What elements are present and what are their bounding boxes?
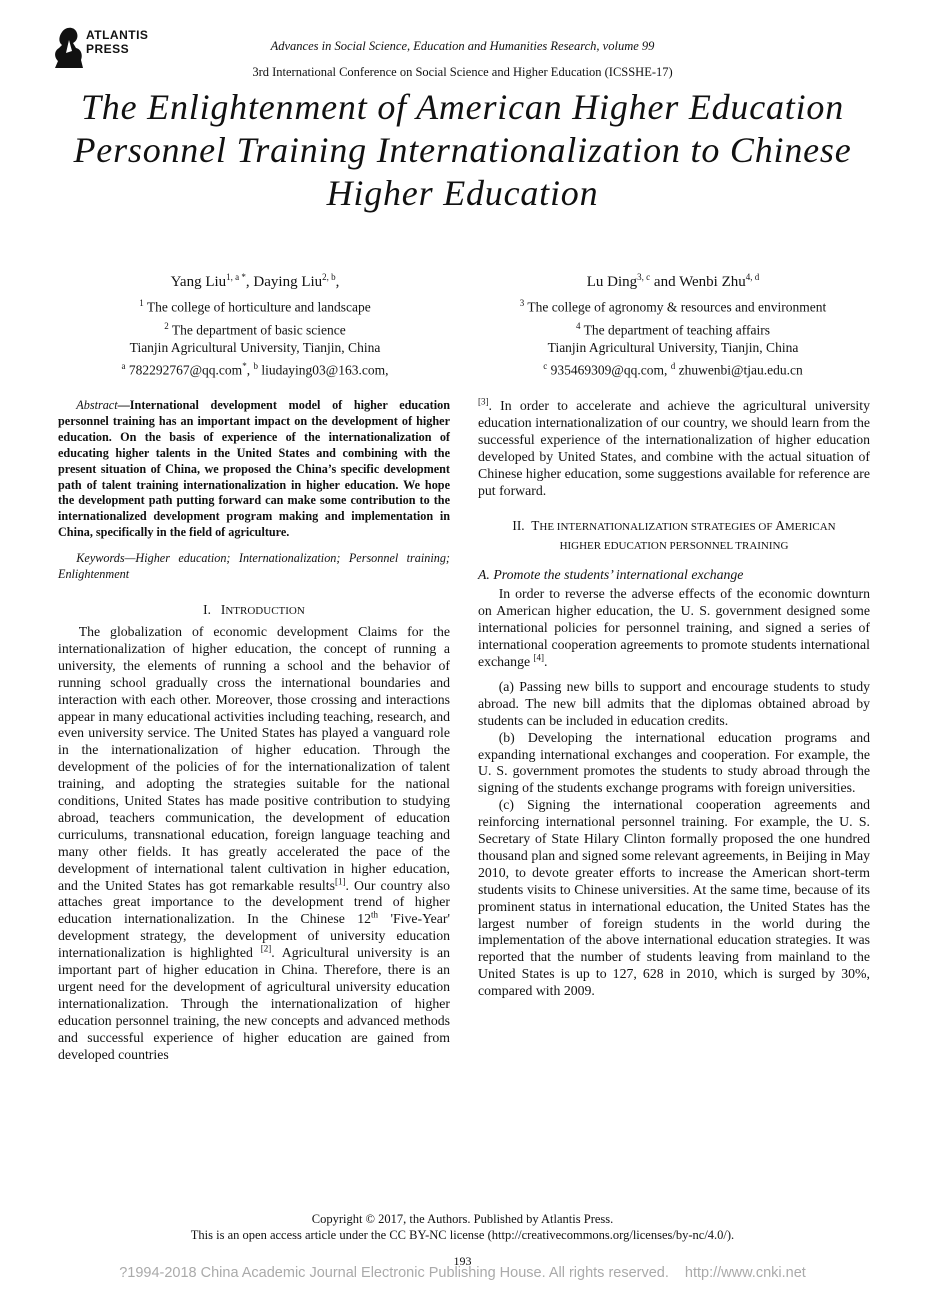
author-names: Lu Ding$^{3, c}$ and Wenbi Zhu$^{4, d}$ [586, 272, 760, 290]
series-line: Advances in Social Science, Education and Humanities Research, volume 99 [270, 39, 655, 53]
cnki-watermark: ?1994-2018 China Academic Journal Electronic Publishing House. All rights reserved. http://www.cnki.net [119, 1265, 806, 1281]
affiliation-1: $^1$ The college of horticulture and landscape [139, 298, 371, 315]
author-block-left [60, 268, 450, 380]
affiliation-3: $^3$ The college of agronomy & resources and environment [519, 298, 827, 315]
publisher-name: ATLANTIS PRESS [86, 28, 149, 56]
conference-line: 3rd International Conference on Social Science and Higher Education (ICSSHE-17) [252, 65, 673, 79]
section-heading-introduction: I. INTRODUCTION [203, 601, 305, 617]
right-column [478, 398, 870, 1000]
section-heading-strategies: II. THE INTERNATIONALIZATION STRATEGIES OF AMERICAN HIGHER EDUCATION PERSONNEL TRAINING [512, 518, 836, 553]
emails: $^a$ 782292767@qq.com*, $^b$ liudaying03@163.com, [121, 361, 389, 378]
cnki-url[interactable]: http://www.cnki.net [684, 1265, 806, 1281]
item-c-paragraph: (c) Signing the international cooperation agreements and reinforcing international personnel training. For example, the U. S. Secretary of State Hilary Clinton formally proposed the one hundred thousand plan and signed some relevant agreements, in Beijing in May 2010, to devote greater efforts to increase the American short-term students visits to Chinese universities. At the same time, because of its prominent status in international education, the United States has the largest number of foreign students in the world during the implementation of the above international education strategies. It was reported that the number of students leaving from mainland to the United States is up to 127, 628 in 2010, which is surged by 30%, compared with 2009. [478, 797, 870, 999]
university: Tianjin Agricultural University, Tianjin, China [129, 340, 381, 355]
license-line: This is an open access article under the CC BY-NC license (http://creativecommons.org/licenses/by-nc/4.0/). [190, 1228, 735, 1242]
university: Tianjin Agricultural University, Tianjin, China [547, 340, 799, 355]
keywords: Keywords—Higher education; Internationalization; Personnel training; Enlightenment [58, 551, 450, 582]
left-column [58, 398, 450, 1064]
author-names: Yang Liu$^{1, a *}$, Daying Liu$^{2, b}$, [170, 272, 340, 290]
subsection-heading-a: A. Promote the students’ international exchange [478, 567, 744, 583]
intro-paragraph: The globalization of economic development Claims for the internationalization of higher education, the concept of running a university, the elements of running a school and the behavior of running school gradually cross the international boundaries and interaction with each other. Moreover, those crossing and interactions appear in many educational activities including teaching, research, and even university service. The United States has played a vanguard role in the internationalization of higher education. Through the development of the policies of for the internationalization of talent training, and adopting the strategies suitable for the national conditions, United States has made positive contribution to studying abroad, teachers communication, the development of education curriculums, transnational education, foreign language teaching and many other fields. It has greatly accelerated the pace of the development of international talent cultivation in higher education, and the United States has got remarkable results[1]. Our country also attaches great importance to the development trend of higher education internationalization. In the Chinese 12th 'Five-Year' development strategy, the development of university education internationalization is highlighted [2]. Agricultural university is an important part of higher education in China. Therefore, there is an urgent need for the development of agricultural university education internationalization. Through the internationalization of higher education personnel training, the new concepts and advanced methods and successful experience of higher education are gained from developed countries [58, 623, 450, 1062]
affiliation-2: $^2$ The department of basic science [164, 320, 346, 337]
page-number: 193 [453, 1254, 472, 1268]
paper-title: The Enlightenment of American Higher Education Personnel Training Internationalization to Chinese Higher Education [73, 87, 852, 213]
emails: $^c$ 935469309@qq.com, $^d$ zhuwenbi@tjau.edu.cn [543, 361, 803, 378]
subsection-a-paragraph: In order to reverse the adverse effects of the economic downturn on American higher education, the U. S. government designed some international policies for personnel training, and signed a series of international cooperation agreements to promote students international exchange [4]. [478, 586, 870, 669]
abstract: Abstract—International development model of higher education personnel training has an important impact on the development of higher education. On the basis of experience of the internationalization of educating higher talents in the United States and combining with the present situation of China, we proposed the China’s specific development path of talent training internationalization in higher education. We hope the development path putting forward can make some contribution to the internationalized development program making and implementation in China, specifically in the field of agriculture. [58, 398, 450, 540]
copyright-notice: Copyright © 2017, the Authors. Published by Atlantis Press. This is an open access article under the CC BY-NC license (http://creativecommons.org/licenses/by-nc/4.0/). [0, 1211, 925, 1243]
item-b-paragraph: (b) Developing the international education programs and expanding international exchanges and cooperation. For example, the U. S. government promotes the students to study abroad through the signing of the students exchange programs with foreign universities. [478, 729, 870, 796]
intro-paragraph-continued: [3]. In order to accelerate and achieve the agricultural university education internationalization of our country, we should learn from the successful experience of the internationalization of higher education developed by United States, and combine with the actual situation of Chinese higher education, some suggestions available for reference are put forward. [478, 396, 870, 498]
author-block-right [478, 268, 868, 380]
item-a-paragraph: (a) Passing new bills to support and encourage students to study abroad. The new bill admits that the diplomas obtained abroad by students can be included in education credits. [478, 678, 870, 728]
affiliation-4: $^4$ The department of teaching affairs [575, 320, 771, 337]
